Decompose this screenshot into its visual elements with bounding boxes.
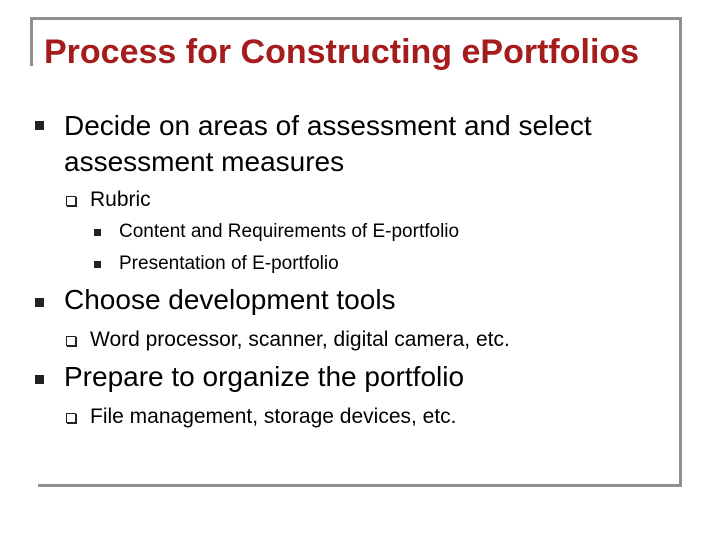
list-item-level2: File management, storage devices, etc.: [90, 405, 457, 428]
frame-left-rule: [30, 17, 33, 66]
list-item-level3: Presentation of E-portfolio: [119, 253, 339, 274]
hollow-square-bullet-icon: [66, 336, 76, 346]
hollow-square-bullet-icon: [66, 413, 76, 423]
filled-square-bullet-icon: [35, 298, 44, 307]
small-square-bullet-icon: [94, 229, 101, 236]
list-item-level1: Decide on areas of assessment and select assessment measures: [64, 110, 592, 177]
frame-right-rule: [679, 17, 682, 487]
hollow-square-bullet-icon: [66, 196, 76, 206]
filled-square-bullet-icon: [35, 375, 44, 384]
frame-top-rule: [30, 17, 682, 20]
filled-square-bullet-icon: [35, 121, 44, 130]
small-square-bullet-icon: [94, 261, 101, 268]
list-item-level2: Rubric: [90, 188, 151, 211]
list-item-level2: Word processor, scanner, digital camera, etc.: [90, 328, 510, 351]
list-item-level1: Choose development tools: [64, 284, 396, 315]
list-item-level1: Prepare to organize the portfolio: [64, 361, 465, 392]
list-item-level3: Content and Requirements of E-portfolio: [119, 221, 460, 242]
frame-bottom-rule: [38, 484, 682, 487]
slide-title: Process for Constructing ePortfolios: [44, 33, 640, 71]
